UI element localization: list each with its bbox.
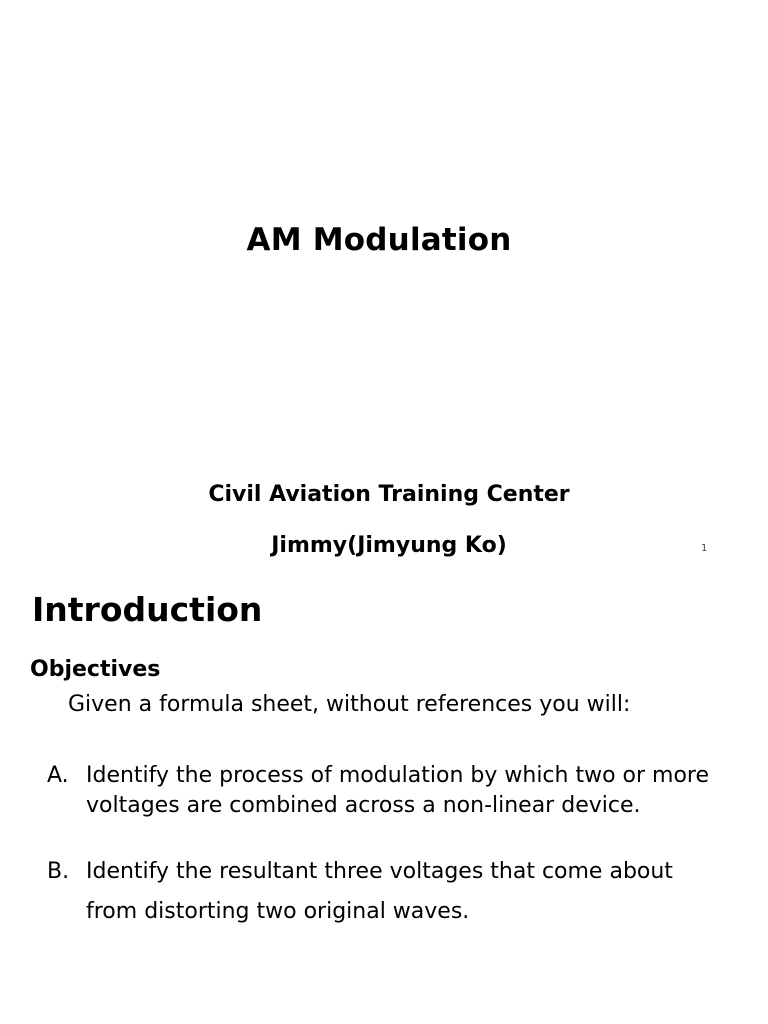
objective-item-a	[47, 761, 763, 821]
objective-text-line: from distorting two original waves.	[86, 899, 470, 924]
author-name: Jimmy(Jimyung Ko)	[271, 533, 507, 558]
introduction-slide	[0, 570, 768, 1024]
list-marker: A.	[47, 763, 69, 788]
page-number: 1	[701, 543, 708, 554]
objective-text-line: Identify the process of modulation by which two or more	[86, 763, 710, 788]
organization-name: Civil Aviation Training Center	[208, 482, 570, 507]
objective-text-line: voltages are combined across a non-linear device.	[86, 793, 641, 818]
slide-title: AM Modulation	[246, 222, 512, 258]
list-marker: B.	[47, 859, 70, 884]
section-heading: Introduction	[32, 590, 263, 629]
objective-text-line: Identify the resultant three voltages that come about	[86, 859, 673, 884]
objective-item-b	[47, 852, 763, 932]
objectives-intro: Given a formula sheet, without references you will:	[68, 692, 631, 717]
objectives-heading: Objectives	[30, 657, 161, 682]
